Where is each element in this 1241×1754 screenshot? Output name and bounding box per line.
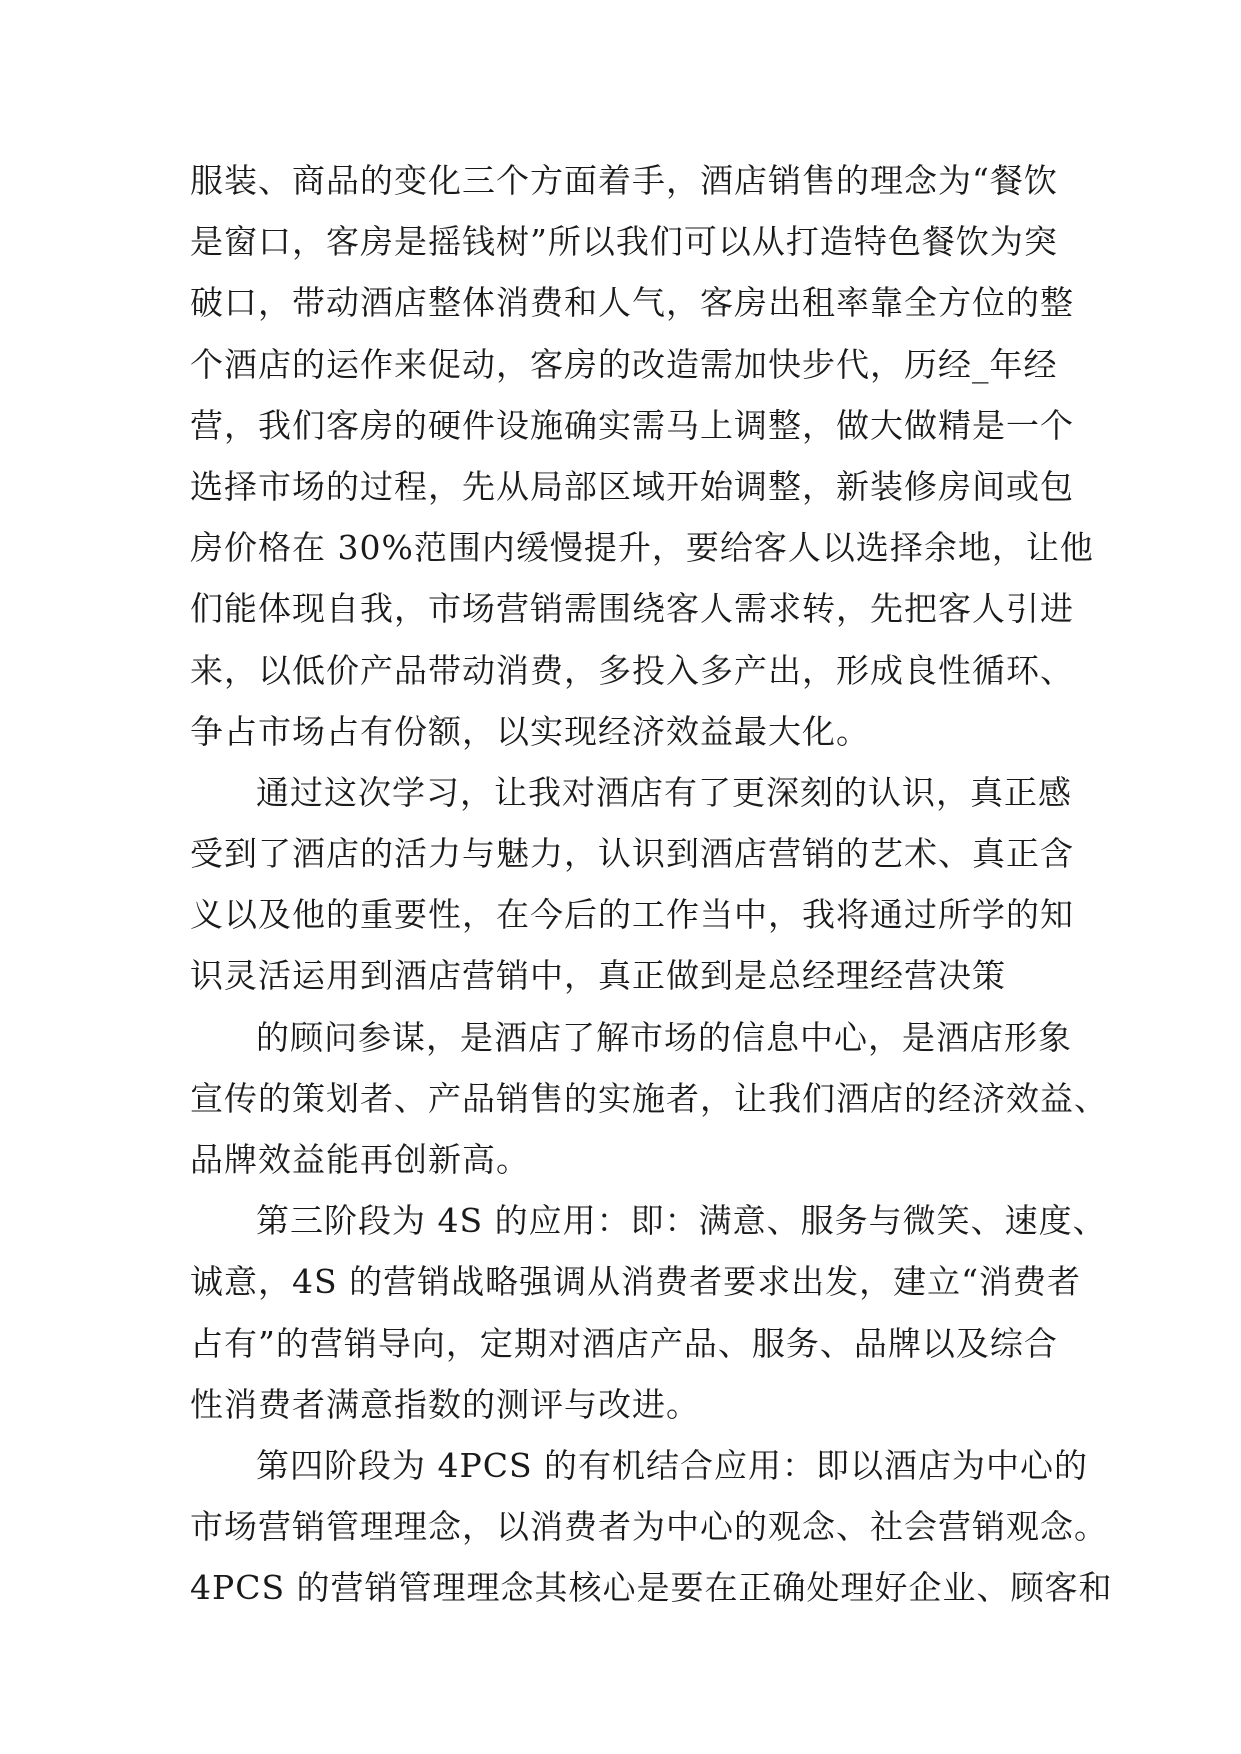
paragraph-start-line: 的顾问参谋，是酒店了解市场的信息中心，是酒店形象 [256,1017,1072,1057]
text-line: 识灵活运用到酒店营销中，真正做到是总经理经营决策 [190,956,1006,996]
text-line: 市场营销管理理念，以消费者为中心的观念、社会营销观念。 [190,1507,1108,1547]
text-line: 受到了酒店的活力与魅力，认识到酒店营销的艺术、真正含 [190,834,1074,874]
text-line: 争占市场占有份额，以实现经济效益最大化。 [190,711,870,751]
text-line: 破口，带动酒店整体消费和人气，客房出租率靠全方位的整 [190,283,1074,323]
paragraph-start-line: 通过这次学习，让我对酒店有了更深刻的认识，真正感 [256,772,1072,812]
text-line: 性消费者满意指数的测评与改进。 [190,1384,700,1424]
body-text [190,150,1113,1619]
text-line: 服装、商品的变化三个方面着手，酒店销售的理念为“餐饮 [190,161,1058,200]
text-line: 是窗口，客房是摇钱树”所以我们可以从打造特色餐饮为突 [190,222,1058,262]
text-line: 4PCS 的营销管理理念其核心是要在正确处理好企业、顾客和 [190,1568,1113,1608]
text-line: 占有”的营销导向，定期对酒店产品、服务、品牌以及综合 [190,1323,1058,1363]
text-line: 品牌效益能再创新高。 [190,1140,530,1179]
text-line: 们能体现自我，市场营销需围绕客人需求转，先把客人引进 [190,589,1074,629]
paragraph-start-line: 第三阶段为 4S 的应用：即：满意、服务与微笑、速度、 [256,1201,1107,1241]
text-line: 宣传的策划者、产品销售的实施者，让我们酒店的经济效益、 [190,1078,1108,1118]
text-line: 个酒店的运作来促动，客房的改造需加快步代，历经_年经 [190,344,1058,384]
text-line: 来，以低价产品带动消费，多投入多产出，形成良性循环、 [190,650,1074,690]
paragraph-start-line: 第四阶段为 4PCS 的有机结合应用：即以酒店为中心的 [256,1445,1089,1485]
text-line: 诚意，4S 的营销战略强调从消费者要求出发，建立“消费者 [190,1262,1081,1302]
text-line: 义以及他的重要性，在今后的工作当中，我将通过所学的知 [190,895,1074,935]
text-line: 房价格在 30%范围内缓慢提升，要给客人以选择余地，让他 [190,528,1094,568]
text-line: 选择市场的过程，先从局部区域开始调整，新装修房间或包 [190,466,1074,506]
text-line: 营，我们客房的硬件设施确实需马上调整，做大做精是一个 [190,405,1074,445]
